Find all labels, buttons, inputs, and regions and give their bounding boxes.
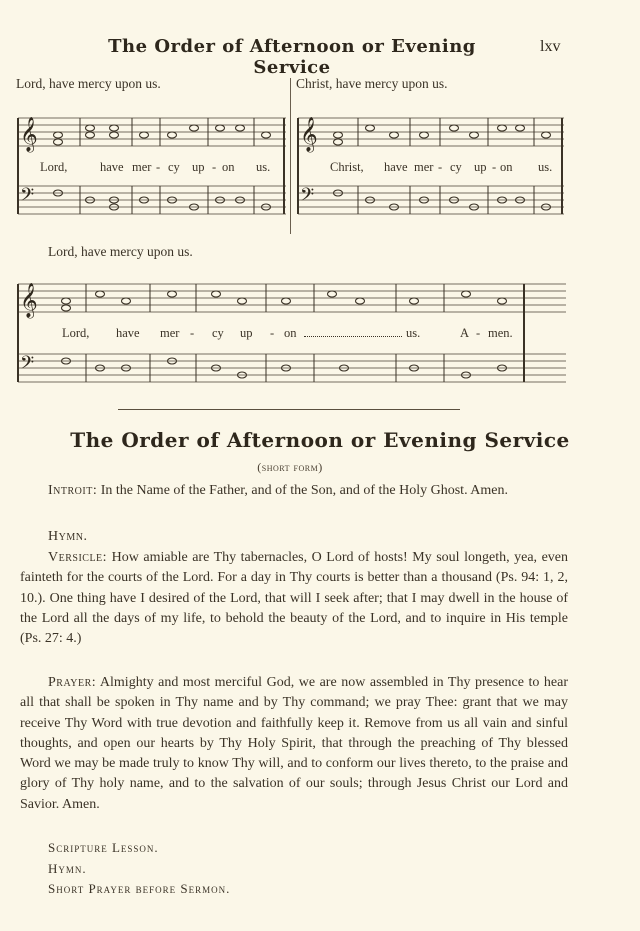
christe-lyric-us: us. (538, 160, 553, 174)
kyrie2-lyric-cy: cy (212, 326, 224, 340)
christe-lyric-mer: mer (414, 160, 434, 174)
versicle-text: How amiable are Thy tabernacles, O Lord of hosts! My soul longeth, yea, even fainteth for the courts of the Lord. For a day in Thy courts is better than a thousand (Ps. 94: 1, 2, 10.). One thing have I desired of the Lord, that will I seek after; that I may dwell in the house of the Lord all the days of my life, to behold the beauty of the Lord, and to inquire in His temple (Ps. 27: 4.) (20, 550, 569, 647)
bass-clef-icon: 𝄢 (20, 353, 35, 378)
versicle-label: Versicle: (48, 550, 108, 565)
christe-lyric-on: on (500, 160, 513, 174)
christe-lyric-have: have (384, 160, 408, 174)
christe-lyric-up: up (474, 160, 487, 174)
kyrie1-lyric-cy: cy (168, 160, 180, 174)
hymn-2-rubric: Hymn. (48, 861, 87, 876)
kyrie2-lyric-lord: Lord, (62, 326, 90, 340)
kyrie2-lyric-up: up (240, 326, 253, 340)
running-title: The Order of Afternoon or Evening Service (108, 36, 476, 78)
short-prayer-rubric: Short Prayer before Sermon. (48, 881, 231, 896)
christe-lyric-dash1: - (438, 160, 443, 174)
kyrie2-caption: Lord, have mercy upon us. (48, 244, 193, 259)
hymn-1: Hymn. (48, 529, 88, 544)
kyrie1-notes (54, 125, 271, 210)
melisma-line (304, 336, 402, 337)
introit-label: Introit: (48, 483, 98, 498)
kyrie2-lyric-mer: mer (160, 326, 180, 340)
treble-clef-icon: 𝄞 (20, 117, 38, 152)
page-number: lxv (540, 38, 561, 55)
versicle-paragraph (20, 548, 568, 649)
kyrie1-lyric-up: up (192, 160, 205, 174)
treble-clef-icon: 𝄞 (300, 117, 318, 152)
christe-caption: Christ, have mercy upon us. (296, 76, 448, 91)
prayer-text: Almighty and most merciful God, we are now assembled in Thy presence to hear all that shall be spoken in Thy name and by Thy command; we pray Thee: grant that we may receive Thy Word with true devotion and faithfully keep it. Remove from us all vain and sinful thoughts, and open our hearts by Thy Holy Spirit, that through the preaching of Thy blessed Word we may be made truly to know Thy will, and to conform our lives thereto, to the praise and glory of Thy holy name, and to the salvation of our souls; through Jesus Christ our Lord and Savior. Amen. (20, 675, 568, 812)
kyrie2-lyric-dash3: - (476, 326, 481, 340)
section-divider (118, 409, 460, 410)
running-head (0, 36, 640, 78)
kyrie2-lyric-have: have (116, 326, 140, 340)
kyrie1-lyric-us: us. (256, 160, 271, 174)
column-divider (290, 78, 291, 234)
introit-text: In the Name of the Father, and of the Son, and of the Holy Ghost. Amen. (100, 483, 509, 498)
kyrie1-lyric-dash1: - (156, 160, 161, 174)
treble-clef-icon: 𝄞 (20, 283, 38, 318)
kyrie2-lyric-men: men. (488, 326, 513, 340)
kyrie1-lyric-on: on (222, 160, 235, 174)
bass-clef-icon: 𝄢 (300, 185, 315, 210)
prayer-label: Prayer: (48, 675, 97, 690)
scripture-lesson-rubric: Scripture Lesson. (48, 840, 159, 855)
kyrie2-lyric-on: on (284, 326, 297, 340)
kyrie1-lyric-lord: Lord, (40, 160, 68, 174)
kyrie2-lyric-us: us. (406, 326, 421, 340)
kyrie1-lyric-dash2: - (212, 160, 217, 174)
kyrie1-caption: Lord, have mercy upon us. (16, 76, 161, 91)
christe-lyric-dash2: - (492, 160, 497, 174)
kyrie1-lyric-mer: mer (132, 160, 152, 174)
kyrie2-lyric-dash2: - (270, 326, 275, 340)
introit-paragraph (20, 481, 568, 501)
bass-clef-icon: 𝄢 (20, 185, 35, 210)
kyrie1-lyric-have: have (100, 160, 124, 174)
section-subtitle: (short form) (257, 460, 323, 474)
christe-lyric-cy: cy (450, 160, 462, 174)
kyrie2-lyric-dash1: - (190, 326, 195, 340)
prayer-paragraph (20, 673, 568, 815)
christe-lyric-christ: Christ, (330, 160, 364, 174)
section-title: The Order of Afternoon or Evening Service (70, 428, 570, 452)
kyrie2-lyric-a: A (460, 326, 470, 340)
